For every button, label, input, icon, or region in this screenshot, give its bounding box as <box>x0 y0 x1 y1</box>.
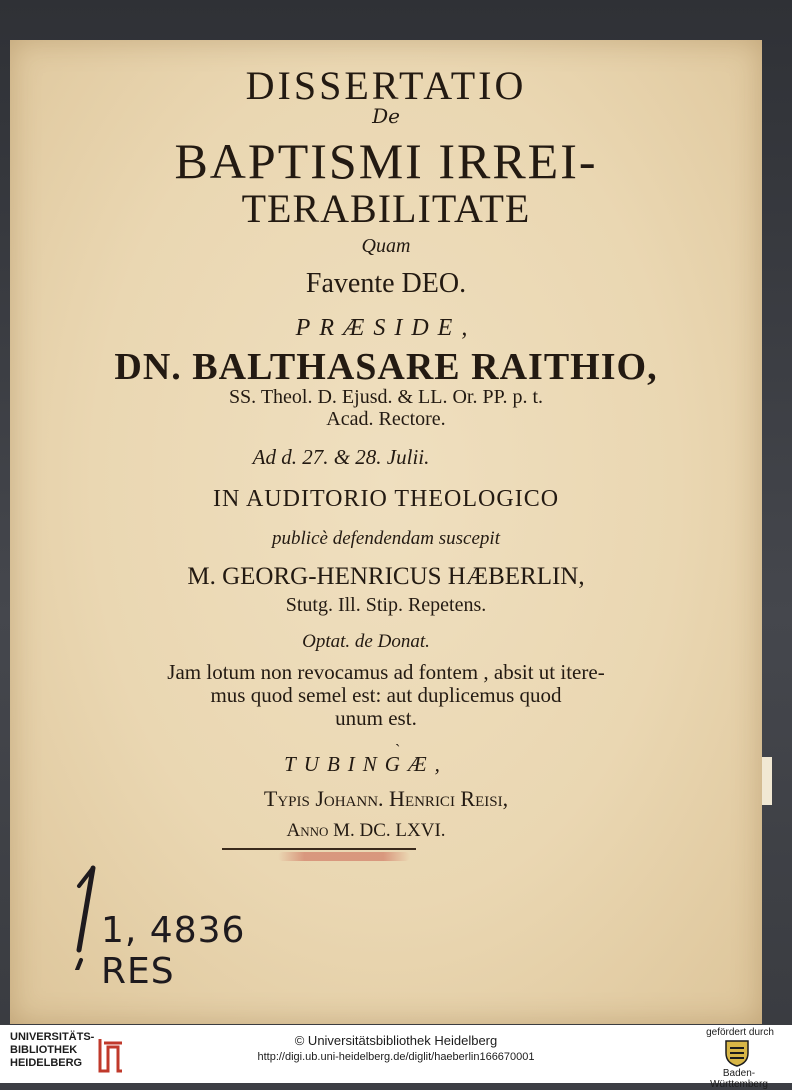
ink-mark: ˎ <box>395 728 401 747</box>
praeses-titles: SS. Theol. D. Ejusd. & LL. Or. PP. p. t. <box>228 386 544 408</box>
funder-crest-icon <box>724 1039 750 1067</box>
permalink-url[interactable]: http://digi.ub.uni-heidelberg.de/diglit/haeberlin166670001 <box>257 1051 535 1063</box>
praeses-name: DN. BALTHASARE RAITHIO, <box>114 346 658 388</box>
main-title-line1: BAPTISMI IRREI- <box>174 133 598 189</box>
defense-line: publicè defendendam suscepit <box>272 528 500 549</box>
footer-bar <box>0 1025 792 1090</box>
praeses-office: Acad. Rectore. <box>326 408 446 430</box>
venue-line: IN AUDITORIO THEOLOGICO <box>212 486 560 512</box>
de-word: De <box>372 104 400 128</box>
title-page <box>10 40 762 1024</box>
funding-label: gefördert durch <box>706 1027 774 1038</box>
library-name: UNIVERSITÄTS- BIBLIOTHEK HEIDELBERG <box>10 1031 95 1069</box>
praeside-label: PRÆSIDE, <box>295 315 477 341</box>
date-line: Ad d. 27. & 28. Julii. <box>252 445 430 469</box>
dissertatio-heading: DISSERTATIO <box>245 63 527 108</box>
quote-line1: Jam lotum non revocamus ad fontem , absit ut itere- <box>167 660 605 684</box>
main-title-line2: TERABILITATE <box>241 186 531 231</box>
year-line: Anno M. DC. LXVI. <box>286 820 446 841</box>
printer-line: Typis Johann. Henrici Reisi, <box>263 786 509 811</box>
place-line: TUBINGÆ, <box>284 752 448 776</box>
imprint-rule <box>222 848 416 850</box>
quote-line2: mus quod semel est: aut duplicemus quod <box>210 683 562 707</box>
quam-word: Quam <box>361 235 411 257</box>
quote-line3: unum est. <box>335 706 417 730</box>
copyright-notice: © Universitätsbibliothek Heidelberg <box>294 1033 498 1048</box>
shelfmark <box>65 860 305 992</box>
shelfmark-text: 1, 4836 RES <box>101 910 246 992</box>
funder-name: Baden-Württemberg <box>710 1068 768 1090</box>
respondent-title: Stutg. Ill. Stip. Repetens. <box>285 594 487 616</box>
quote-source: Optat. de Donat. <box>302 631 430 652</box>
favente-deo: Favente DEO. <box>305 268 467 299</box>
respondent-name: M. GEORG-HENRICUS HÆBERLIN, <box>187 563 585 590</box>
